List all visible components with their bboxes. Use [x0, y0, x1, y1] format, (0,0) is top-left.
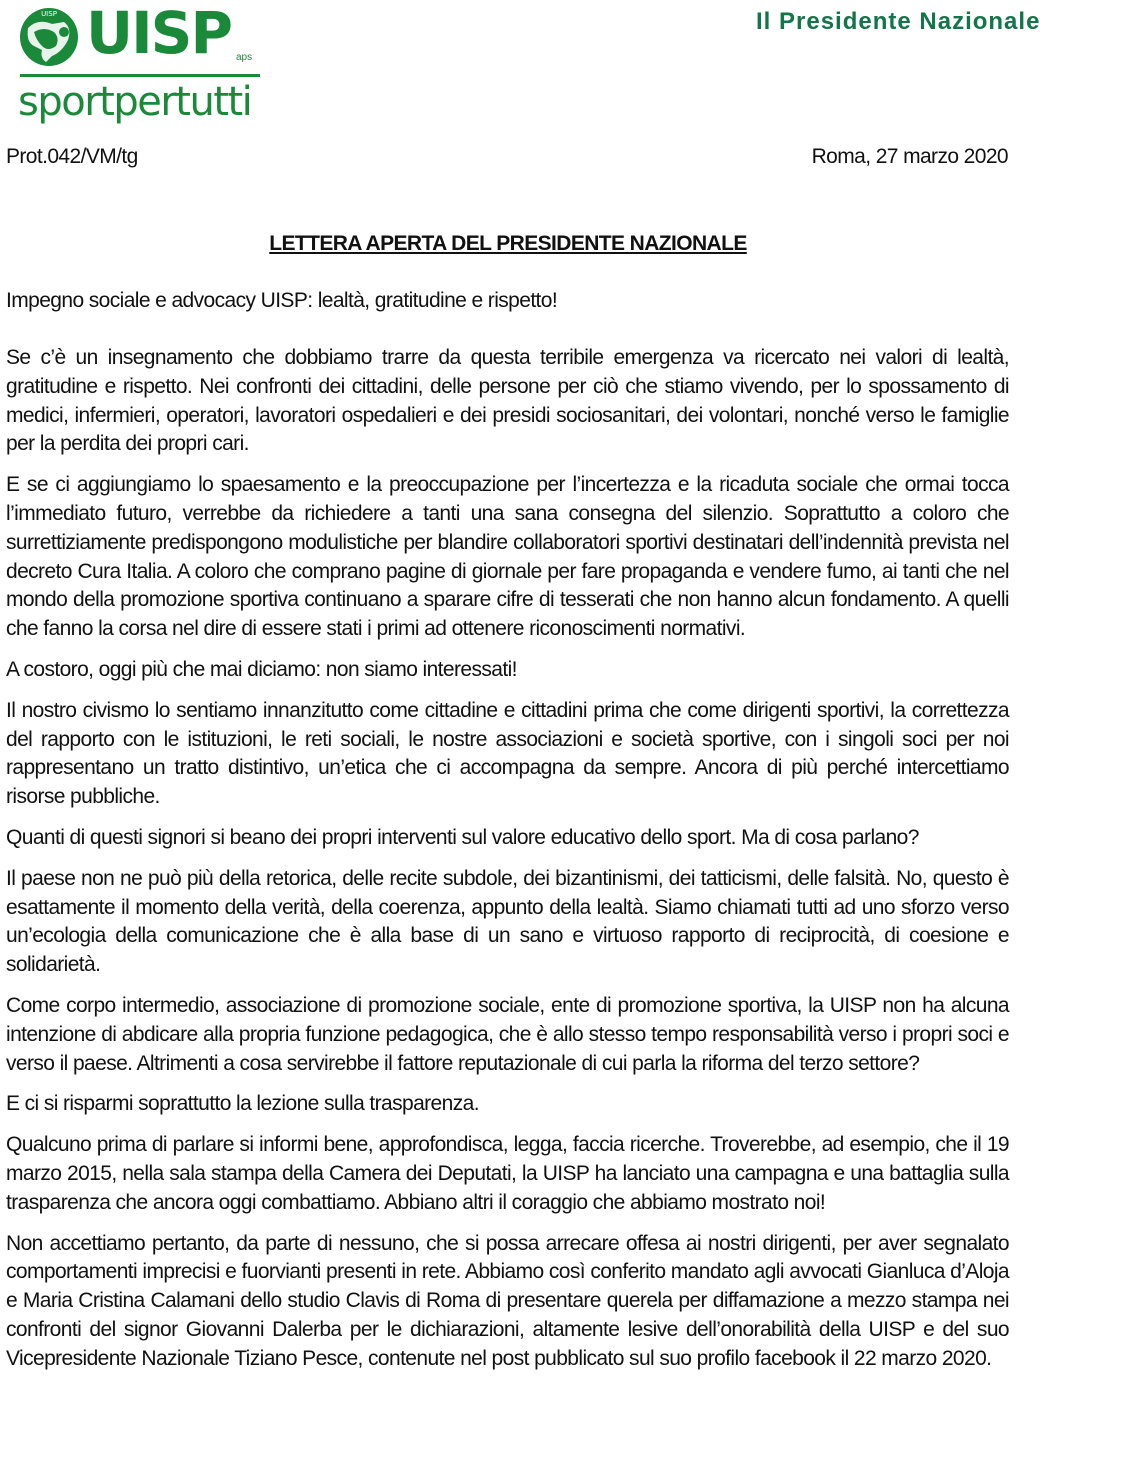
paragraph: E ci si risparmi soprattutto la lezione sulla trasparenza. — [6, 1092, 479, 1116]
logo-wordmark: UISP — [86, 0, 231, 67]
uisp-logo — [18, 0, 268, 130]
protocol-number: Prot.042/VM/tg — [6, 145, 138, 168]
place-date: Roma, 27 marzo 2020 — [811, 145, 1008, 168]
paragraph: Il paese non ne può più della retorica, delle recite subdole, dei bizantinismi, dei tatticismi, delle falsità. No, questo è esattamente il momento della verità, della coerenza, appunto della lealtà. Siamo chiamati tutti ad uno sforzo verso un’ecologia della comunicazione che è alla base di un sano e virtuoso rapporto di reciprocità, di coesione e solidarietà. — [6, 866, 1009, 977]
letter-subtitle: Impegno sociale e advocacy UISP: lealtà, gratitudine e rispetto! — [6, 289, 558, 312]
paragraph: A costoro, oggi più che mai diciamo: non siamo interessati! — [6, 657, 517, 681]
office-heading: Il Presidente Nazionale — [756, 8, 1041, 35]
logo-top — [18, 0, 268, 68]
paragraph: E se ci aggiungiamo lo spaesamento e la preoccupazione per l’incertezza e la ricaduta sociale che ormai tocca l’immediato futuro, verrebbe da richiedere a tanti una sana consegna del silenzio. Soprattutto a coloro che surrettiziamente predispongono modulistiche per blandire collaboratori sportivi destinatari dell’indennità prevista nel decreto Cura Italia. A coloro che comprano pagine di giornale per fare propaganda e vendere fumo, ai tanti che nel mondo della promozione sportiva continuano a sparare cifre di tesserati che non hanno alcun fondamento. A quelli che fanno la corsa nel dire di essere stati i primi ad ottenere riconoscimenti normativi. — [6, 473, 1009, 641]
paragraph: Come corpo intermedio, associazione di promozione sociale, ente di promozione sportiva, la UISP non ha alcuna intenzione di abdicare alla propria funzione pedagogica, che è allo stesso tempo responsabilità verso i propri soci e verso il paese. Altrimenti a cosa servirebbe il fattore reputazionale di cui parla la riforma del terzo settore? — [6, 993, 1009, 1075]
paragraph: Se c’è un insegnamento che dobbiamo trarre da questa terribile emergenza va ricercato nei valori di lealtà, gratitudine e rispetto. Nei confronti dei cittadini, delle persone per ciò che stiamo vivendo, per lo spossamento di medici, infermieri, operatori, lavoratori ospedalieri e dei presidi sociosanitari, dei volontari, nonché verso le famiglie per la perdita dei propri cari. — [6, 346, 1009, 456]
paragraph: Qualcuno prima di parlare si informi bene, approfondisca, legga, faccia ricerche. Troverebbe, ad esempio, che il 19 marzo 2015, nella sala stampa della Camera dei Deputati, la UISP ha lanciato una campagna e una battaglia sulla trasparenza che ancora oggi combattiamo. Abbiano altri il coraggio che abbiamo mostrato noi! — [6, 1133, 1009, 1214]
emblem-text: UISP — [41, 10, 57, 18]
letter-title: LETTERA APERTA DEL PRESIDENTE NAZIONALE — [269, 232, 747, 255]
paragraph: Il nostro civismo lo sentiamo innanzitutto come cittadine e cittadini prima che come dirigenti sportivi, la correttezza del rapporto con le istituzioni, le reti sociali, le nostre associazioni e società sportive, con i singoli soci per noi rappresentano un tratto distintivo, un’etica che ci accompagna da sempre. Ancora di più perché intercettiamo risorse pubbliche. — [6, 698, 1009, 809]
logo-suffix: aps — [236, 52, 253, 63]
letter-body — [6, 344, 1009, 1386]
paragraph: Quanti di questi signori si beano dei propri interventi sul valore educativo dello sport. Ma di cosa parlano? — [6, 825, 919, 849]
paragraph: Non accettiamo pertanto, da parte di nessuno, che si possa arrecare offesa ai nostri dirigenti, per aver segnalato comportamenti imprecisi e fuorvianti presenti in rete. Abbiamo così conferito mandato agli avvocati Gianluca d’Aloja e Maria Cristina Calamani dello studio Clavis di Roma di presentare querela per diffamazione a mezzo stampa nei confronti del signor Giovanni Dalerba per le dichiarazioni, altamente lesive dell’onorabilità della UISP e del suo Vicepresidente Nazionale Tiziano Pesce, contenute nel post pubblicato sul suo profilo facebook il 22 marzo 2020. — [6, 1231, 1009, 1370]
logo-tagline: sportpertutti — [18, 79, 252, 125]
uisp-emblem-icon — [18, 6, 80, 68]
